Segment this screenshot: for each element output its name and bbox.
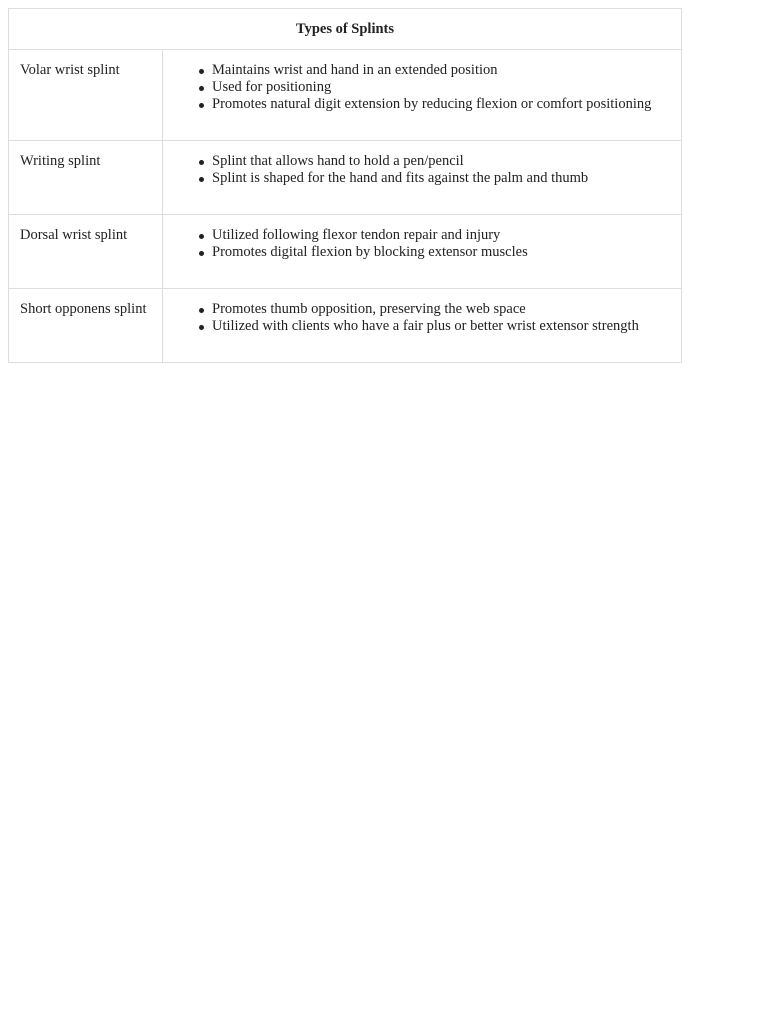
splint-description <box>163 141 682 215</box>
list-item: Used for positioning <box>212 79 671 96</box>
table-row <box>9 50 682 141</box>
splint-name: Writing splint <box>9 141 163 215</box>
splint-description <box>163 50 682 141</box>
splints-table <box>8 8 682 363</box>
splint-name: Dorsal wrist splint <box>9 215 163 289</box>
list-item: Splint is shaped for the hand and fits against the palm and thumb <box>212 170 671 187</box>
table-row <box>9 215 682 289</box>
splint-name: Short opponens splint <box>9 289 163 363</box>
table-header-row <box>9 9 682 50</box>
list-item: Promotes natural digit extension by reducing flexion or comfort positioning <box>212 96 671 113</box>
list-item: Maintains wrist and hand in an extended position <box>212 62 671 79</box>
bullet-list <box>173 62 671 113</box>
list-item: Promotes digital flexion by blocking extensor muscles <box>212 244 671 261</box>
splint-description <box>163 215 682 289</box>
bullet-list <box>173 301 671 335</box>
splint-description <box>163 289 682 363</box>
list-item: Utilized following flexor tendon repair and injury <box>212 227 671 244</box>
list-item: Splint that allows hand to hold a pen/pencil <box>212 153 671 170</box>
table-row <box>9 141 682 215</box>
bullet-list <box>173 227 671 261</box>
table-title: Types of Splints <box>9 9 682 50</box>
table-row <box>9 289 682 363</box>
splint-name: Volar wrist splint <box>9 50 163 141</box>
bullet-list <box>173 153 671 187</box>
list-item: Promotes thumb opposition, preserving the web space <box>212 301 671 318</box>
list-item: Utilized with clients who have a fair plus or better wrist extensor strength <box>212 318 671 335</box>
